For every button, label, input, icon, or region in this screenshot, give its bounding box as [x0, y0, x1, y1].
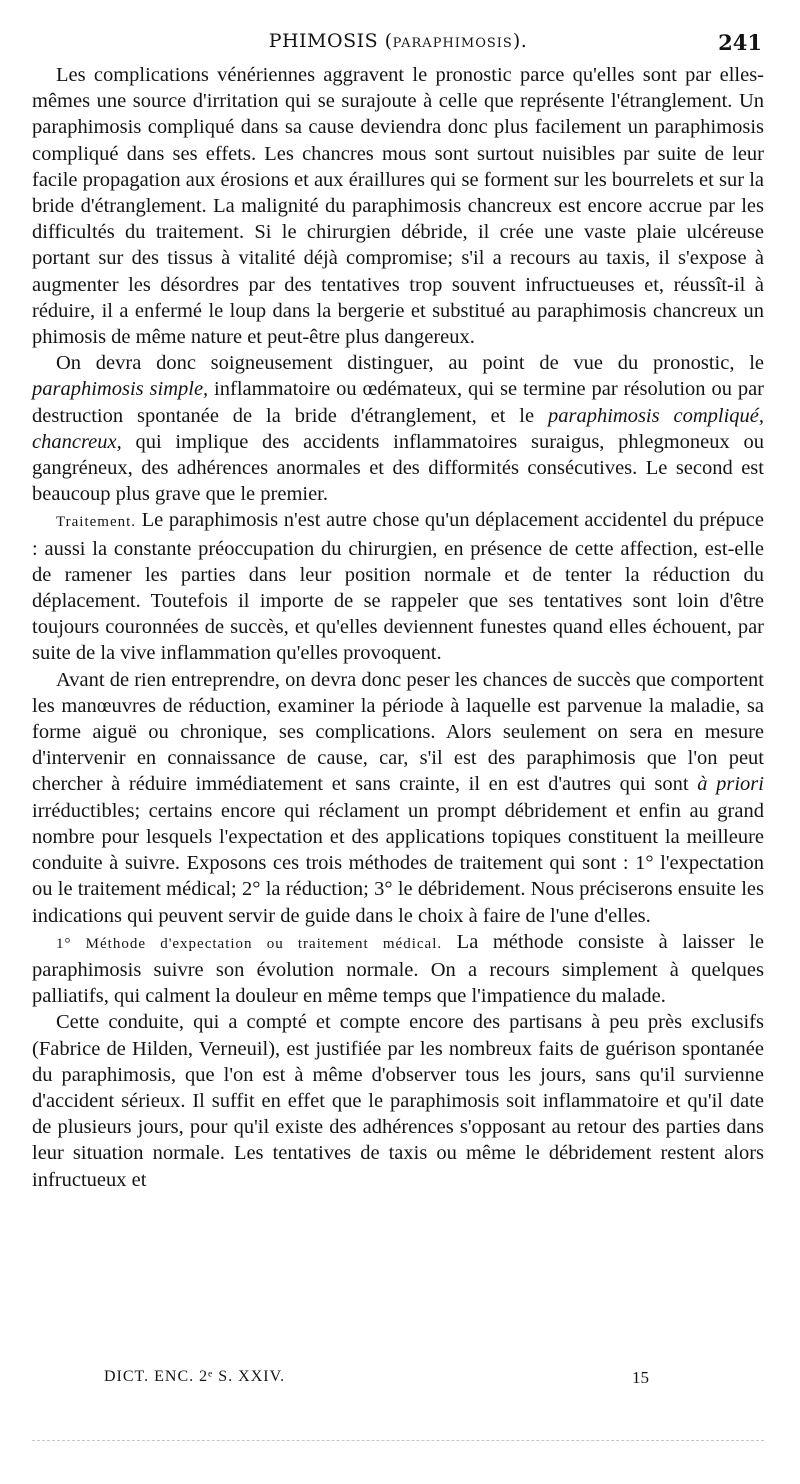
p4-text-c: irréductibles; certains encore qui réclament un prompt débridement et enfin au grand nombre pour lesquels l'expectation et des applications topiques constituent la meilleure conduite à suivre. Exposons ces trois méthodes de traitement qui sont : 1° l'expectation ou le traitement médical; 2° la réduction; 3° le débridement. Nous préciserons ensuite les indications qui peuvent servir de guide dans le choix à faire de l'une d'elles. [32, 799, 764, 927]
scan-artifact-line [32, 1440, 764, 1445]
p2-text-c: inflammatoire ou œdémateux, qui se termine par résolution ou par destruction spontanée de la bride d'étranglement, et le [32, 378, 765, 427]
p2-text-a: On devra donc soigneusement distinguer, au point de vue du pronostic, le [56, 352, 764, 375]
running-header [32, 30, 764, 58]
p2-text-e: qui implique des accidents inflammatoires suraigus, phlegmoneux ou gangréneux, des adhérences anormales et des difformités consécutives. Le second est beaucoup plus grave que le premier. [32, 430, 764, 506]
p2-italic-simple: paraphimosis simple, [32, 378, 209, 401]
document-page [32, 0, 764, 1484]
paragraph-complications: Les complications vénériennes aggravent le pronostic parce qu'elles sont par elles-mêmes une source d'irritation qui se surajoute à celle que représente l'étranglement. Un paraphimosis compliqué dans sa cause deviendra donc plus facilement un paraphimosis compliqué dans ses effets. Les chancres mous sont surtout nuisibles par suite de leur facile propagation aux érosions et aux éraillures qui se forment sur les bourrelets et sur la bride d'étranglement. La malignité du paraphimosis chancreux est encore accrue par les difficultés du traitement. Si le chirurgien débride, il crée une vaste plaie ulcéreuse portant sur des tissus à vitalité déjà compromise; s'il a recours au taxis, il s'expose à augmenter les désordres par des tentatives trop souvent infructueuses et, réussît-il à réduire, il a enfermé le loup dans la bergerie et substitué au paraphimosis chancreux un phimosis de même nature et peut-être plus dangereux. [32, 64, 764, 349]
paragraph-pronostic [32, 350, 764, 507]
printer-signature: DICT. ENC. 2ᵉ S. XXIV. [104, 1368, 286, 1385]
section-label-methode: 1° Méthode d'expectation ou traitement médical. [56, 935, 443, 952]
page-footer [32, 1368, 764, 1394]
paragraph-conduite: Cette conduite, qui a compté et compte encore des partisans à peu près exclusifs (Fabrice de Hilden, Verneuil), est justifiée par les nombreux faits de guérison spontanée du paraphimosis, que l'on est à même d'observer tous les jours, sans qu'il survienne d'accident sérieux. Il suffit en effet que le paraphimosis soit inflammatoire et qu'il date de plusieurs jours, pour qu'il existe des adhérences s'opposant au retour des parties dans leur situation normale. Les tentatives de taxis ou même le débridement restent alors infructueux et [32, 1011, 764, 1191]
p4-text-a: Avant de rien entreprendre, on devra donc peser les chances de succès que comportent les manœuvres de réduction, examiner la période à laquelle est parvenue la maladie, sa forme aiguë ou chronique, ses complications. Alors seulement on sera en mesure d'intervenir en connaissance de cause, car, s'il est des paraphimosis que l'on peut chercher à réduire immédiatement et sans crainte, il en est d'autres qui sont [32, 668, 764, 796]
title-sub: PARAPHIMOSIS [392, 36, 513, 51]
section-label-traitement: Traitement. [56, 514, 137, 531]
p3-text: Le paraphimosis n'est autre chose qu'un déplacement accidentel du prépuce : aussi la constante préoccupation du chirurgien, en présence de cette affection, est-elle de ramener les parties dans leur position normale et de tenter la réduction du déplacement. Toutefois il importe de se rappeler que ses tentatives sont loin d'être toujours couronnées de succès, et qu'elles deviennent funestes quand elles échouent, par suite de la vive inflammation qu'elles provoquent. [32, 509, 764, 665]
paragraph-traitement [32, 507, 764, 666]
p4-italic-a-priori: à priori [697, 773, 764, 796]
title-main: PHIMOSIS ( [268, 30, 393, 52]
paragraph-avant [32, 667, 764, 929]
body-text [32, 62, 764, 1193]
p5-text: La méthode consiste à laisser le paraphimosis suivre son évolution normale. On a recours simplement à quelques palliatifs, qui calment la douleur en même temps que l'impatience du malade. [32, 930, 764, 1008]
running-title [32, 30, 764, 52]
paragraph-methode-expectation [32, 929, 764, 1010]
title-end: ). [512, 30, 528, 52]
sheet-number: 15 [632, 1368, 649, 1387]
p2-italic-complique: paraphimosis compliqué, chancreux, [32, 404, 764, 453]
page-number: 241 [718, 30, 762, 55]
